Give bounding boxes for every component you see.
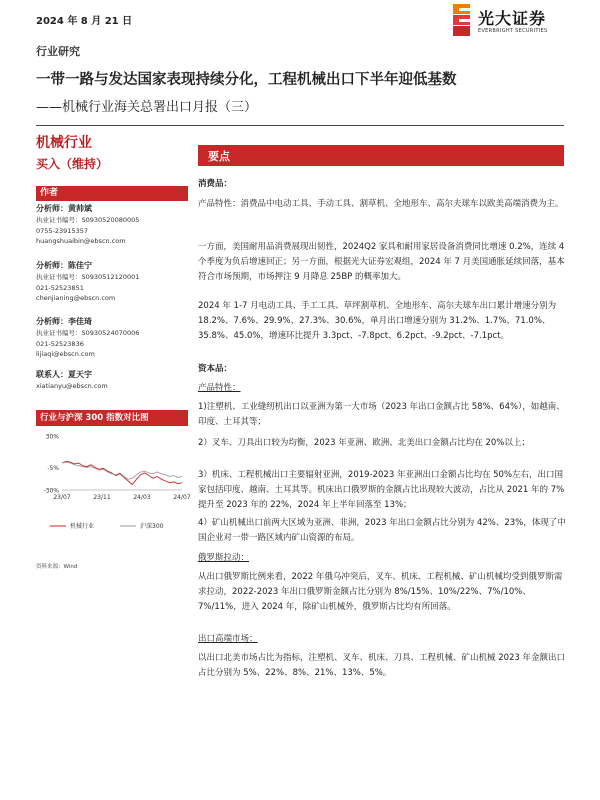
series-line-0 [62, 461, 182, 484]
report-type: 行业研究 [36, 45, 80, 58]
analyst-email[interactable]: chenjianing@ebscn.com [36, 294, 116, 302]
analyst-cert: 执业证书编号：S0930512120001 [36, 273, 140, 281]
analyst-phone: 021-52523851 [36, 283, 84, 292]
legend-label: 沪深300 [140, 523, 164, 530]
analyst-cert: 执业证书编号：S0930520080005 [36, 216, 140, 224]
capital-subheading-russia: 俄罗斯拉动： [198, 553, 250, 563]
capital-subheading-highend: 出口高端市场： [198, 634, 258, 644]
x-tick-label: 24/03 [133, 494, 151, 501]
contact-email[interactable]: xiatianyu@ebscn.com [36, 382, 108, 390]
series-line-1 [62, 462, 182, 479]
consumer-heading: 消费品： [198, 179, 233, 189]
x-tick-label: 24/07 [173, 494, 191, 501]
key-points-label: 要点 [208, 150, 230, 163]
legend-label: 机械行业 [70, 523, 95, 530]
industry-name: 机械行业 [36, 135, 92, 151]
analyst-2 [36, 260, 186, 304]
sidebar-rating [36, 134, 186, 172]
capital-heading: 资本品： [198, 364, 233, 374]
analyst-email[interactable]: huangshuaibin@ebscn.com [36, 237, 126, 245]
capital-item-3: 3）机床、工程机械出口主要辐射亚洲，2019-2023 年亚洲出口金额占比均在 50%左右，出口国家包括印度、越南、土耳其等。机床出口俄罗斯的金额占比出现较大波动，占比从 2021 年的 7%提升至 2023 年的 22%，2024 年上半年回落至 13%； [198, 470, 565, 510]
x-tick-label: 23/11 [93, 494, 111, 501]
capital-item-1: 1)注塑机、工业缝纫机出口以亚洲为第一大市场（2023 年出口金额占比 58%、64%），如越南、印度、土耳其等； [198, 402, 565, 427]
rating: 买入（维持） [36, 157, 109, 171]
analyst-name: 分析师：黄帅斌 [36, 204, 92, 213]
report-subtitle: ——机械行业海关总署出口月报（三） [36, 100, 258, 115]
y-tick-label: -30% [43, 487, 59, 495]
analyst-phone: 0755-23915357 [36, 226, 88, 235]
highend-paragraph: 以出口北美市场占比为指标，注塑机、叉车、机床、刀具、工程机械、矿山机械 2023 年金额出口占比分别为 5%、22%、8%、21%、13%、5%。 [198, 653, 566, 678]
analyst-cert: 执业证书编号：S0930524070006 [36, 329, 140, 337]
analyst-name: 分析师：陈佳宁 [36, 261, 92, 270]
authors-header: 作者 [36, 186, 188, 201]
report-title: 一带一路与发达国家表现持续分化，工程机械出口下半年迎低基数 [36, 72, 457, 88]
key-points-header [198, 145, 564, 166]
chart-svg [36, 430, 191, 550]
index-comparison-chart [36, 430, 191, 550]
logo-name: 光大证券 [478, 9, 547, 28]
analyst-name: 分析师：李佳琦 [36, 317, 92, 326]
chart-header: 行业与沪深 300 指数对比图 [36, 410, 188, 426]
capital-item-2: 2）叉车、刀具出口较为均衡，2023 年亚洲、欧洲、北美出口金额占比均在 20%以上； [198, 438, 530, 448]
logo-subtitle: EVERBRIGHT SECURITIES [478, 28, 548, 34]
y-tick-label: 30% [45, 433, 59, 441]
capital-subheading-traits: 产品特性： [198, 383, 241, 393]
analyst-email[interactable]: lijiaqi@ebscn.com [36, 350, 95, 358]
analyst-1 [36, 203, 186, 247]
report-date: 2024 年 8 月 21 日 [36, 16, 133, 27]
russia-paragraph: 从出口俄罗斯比例来看，2022 年俄乌冲突后，叉车、机床、工程机械、矿山机械均受到俄罗斯需求拉动，2022-2023 年出口俄罗斯金额占比分别为 8%/15%、10%/22%、7%/10%、7%/11%，进入 2024 年，除矿山机械外，俄罗斯占比均有所回落。 [198, 572, 563, 612]
capital-item-4: 4）矿山机械出口前两大区域为亚洲、非洲，2023 年出口金额占比分别为 42%、23%，体现了中国企业对一带一路区域内矿山资源的布局。 [198, 518, 566, 543]
analyst-phone: 021-52523836 [36, 339, 84, 348]
consumer-paragraph-3: 2024 年 1-7 月电动工具、手工工具、草坪割草机、全地形车、高尔夫球车出口累计增速分别为 18.2%、7.6%、29.9%、27.3%、30.6%，单月出口增速分别为 31.2%、1.7%、71.0%、35.8%、45.0%，增速环比提升 3.3pct、-7.8pct、6.2pct、-9.2pct、-7.1pct。 [198, 301, 557, 341]
consumer-paragraph-2: 一方面，美国耐用品消费展现出韧性，2024Q2 家具和耐用家居设备消费同比增速 0.2%，连续 4 个季度为负后增速回正；另一方面，根据光大证券宏观组，2024 年 7 月美国通胀延续回落，基本符合市场预期，市场押注 9 月降息 25BP 的概率加大。 [198, 242, 565, 282]
brand-logo [453, 4, 573, 44]
contact-name: 联系人：夏天宇 [36, 370, 92, 379]
logo-mark-icon [453, 4, 470, 36]
analyst-3 [36, 316, 186, 360]
consumer-paragraph-1: 产品特性：消费品中电动工具、手动工具、割草机、全地形车、高尔夫球车以欧美高端消费为主。 [198, 199, 564, 209]
header-divider [36, 125, 564, 126]
chart-source: 资料来源：Wind [36, 564, 78, 570]
x-tick-label: 23/07 [53, 494, 71, 501]
y-tick-label: -5% [47, 465, 59, 472]
contact [36, 369, 186, 392]
